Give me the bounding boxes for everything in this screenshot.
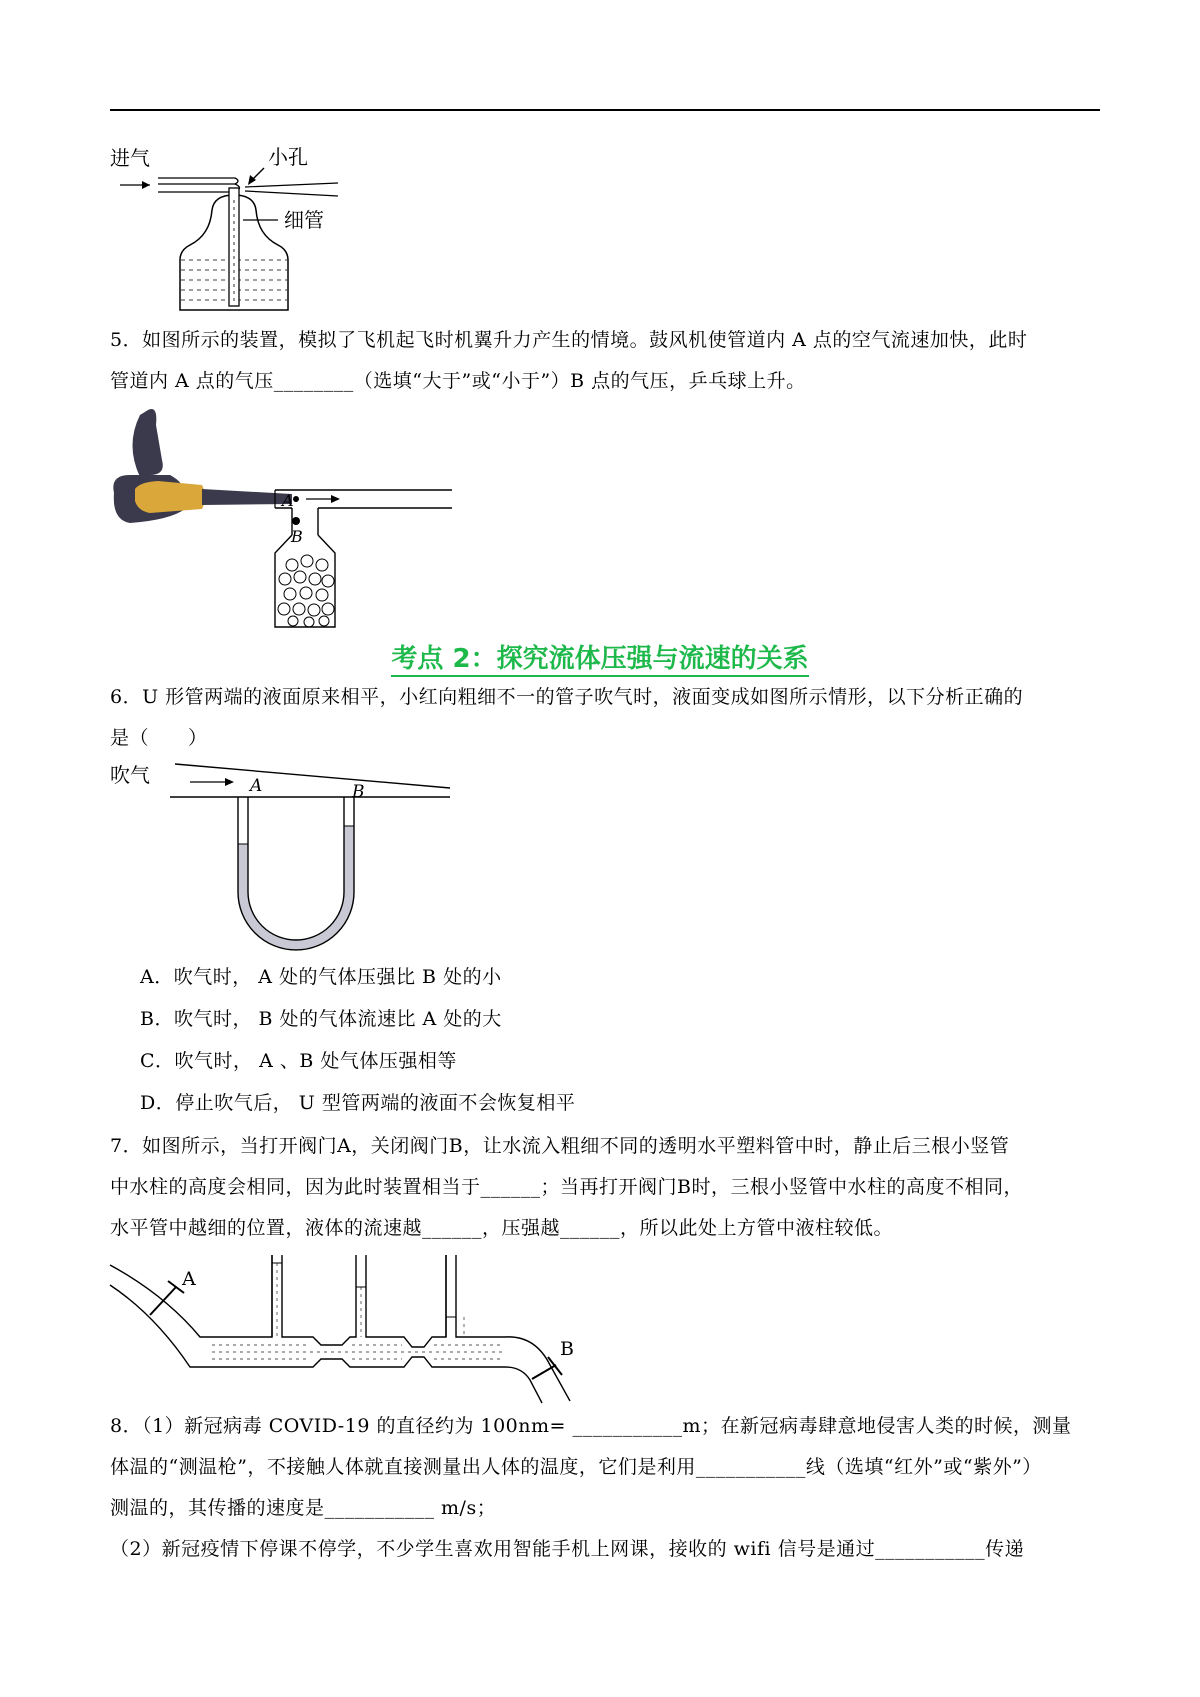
q6-line-1: 6．U 形管两端的液面原来相平，小红向粗细不一的管子吹气时，液面变成如图所示情形，以下分析正确的 [110, 686, 1024, 708]
pipe-figure [110, 1255, 600, 1405]
blower-handle [133, 409, 163, 477]
q6-option-b[interactable]: B．吹气时， B 处的气体流速比 A 处的大 [140, 1008, 502, 1030]
q8-line-4: （2）新冠疫情下停课不停学，不少学生喜欢用智能手机上网课，接收的 wifi 信号是通过___________传递 [110, 1538, 1025, 1560]
q8-line-3: 测温的，其传播的速度是___________ m/s； [110, 1497, 497, 1519]
q8-line-1: 8．（1）新冠病毒 COVID-19 的直径约为 100nm= ___________m；在新冠病毒肆意地侵害人类的时候，测量 [110, 1415, 1072, 1437]
q6-line-2: 是（ ） [110, 727, 208, 749]
u-tube-figure [110, 752, 470, 952]
point-a-label: A [282, 491, 294, 510]
question-8 [110, 1406, 1102, 1570]
q6-option-d[interactable]: D．停止吹气后， U 型管两端的液面不会恢复相平 [140, 1092, 576, 1114]
valve-a-label: A [182, 1268, 196, 1290]
sprayer-diagram [110, 140, 370, 315]
section-title-text: 考点 2：探究流体压强与流速的关系 [391, 644, 808, 677]
blower-nozzle-shell [135, 481, 205, 513]
inlet-label: 进气 [110, 146, 150, 170]
u-tube-liquid [238, 826, 354, 950]
q6-option-a[interactable]: A．吹气时， A 处的气体压强比 B 处的小 [140, 966, 502, 988]
blower-diagram [110, 405, 460, 635]
question-5 [110, 320, 1102, 402]
q5-line-1: 5．如图所示的装置，模拟了飞机起飞时机翼升力产生的情境。鼓风机使管道内 A 点的空气流速加快，此时 [110, 329, 1028, 351]
pipe-diagram [110, 1255, 600, 1405]
sprayer-figure [110, 140, 370, 315]
question-7 [110, 1126, 1102, 1249]
q7-line-2: 中水柱的高度会相同，因为此时装置相当于______；当再打开阀门B时，三根小竖管中水柱的高度不相同， [110, 1176, 1023, 1198]
header-rule [110, 109, 1100, 111]
point-b-label: B [291, 527, 303, 546]
q7-line-1: 7．如图所示，当打开阀门A，关闭阀门B，让水流入粗细不同的透明水平塑料管中时，静止后三根小竖管 [110, 1135, 1010, 1157]
question-6 [110, 677, 1102, 759]
blower-nozzle [202, 489, 292, 505]
tube-label: 细管 [284, 208, 324, 232]
q7-line-3: 水平管中越细的位置，液体的流速越______，压强越______，所以此处上方管中液柱较低。 [110, 1217, 894, 1239]
q5-line-2: 管道内 A 点的气压________（选填“大于”或“小于”）B 点的气压，乒乓球上升。 [110, 370, 806, 392]
point-b-label: B [352, 782, 365, 802]
hole-label: 小孔 [268, 145, 308, 169]
q6-option-c[interactable]: C．吹气时， A 、B 处气体压强相等 [140, 1050, 457, 1072]
ping-pong-balls [278, 555, 334, 627]
q8-line-2: 体温的“测温枪”，不接触人体就直接测量出人体的温度，它们是利用___________线（选填“红外”或“紫外”） [110, 1456, 1042, 1478]
blow-label: 吹气 [110, 763, 150, 787]
point-a-label: A [250, 776, 263, 796]
section-title [0, 642, 1200, 676]
u-tube-diagram [110, 752, 470, 952]
valve-b-label: B [560, 1338, 574, 1360]
blower-figure [110, 405, 460, 635]
